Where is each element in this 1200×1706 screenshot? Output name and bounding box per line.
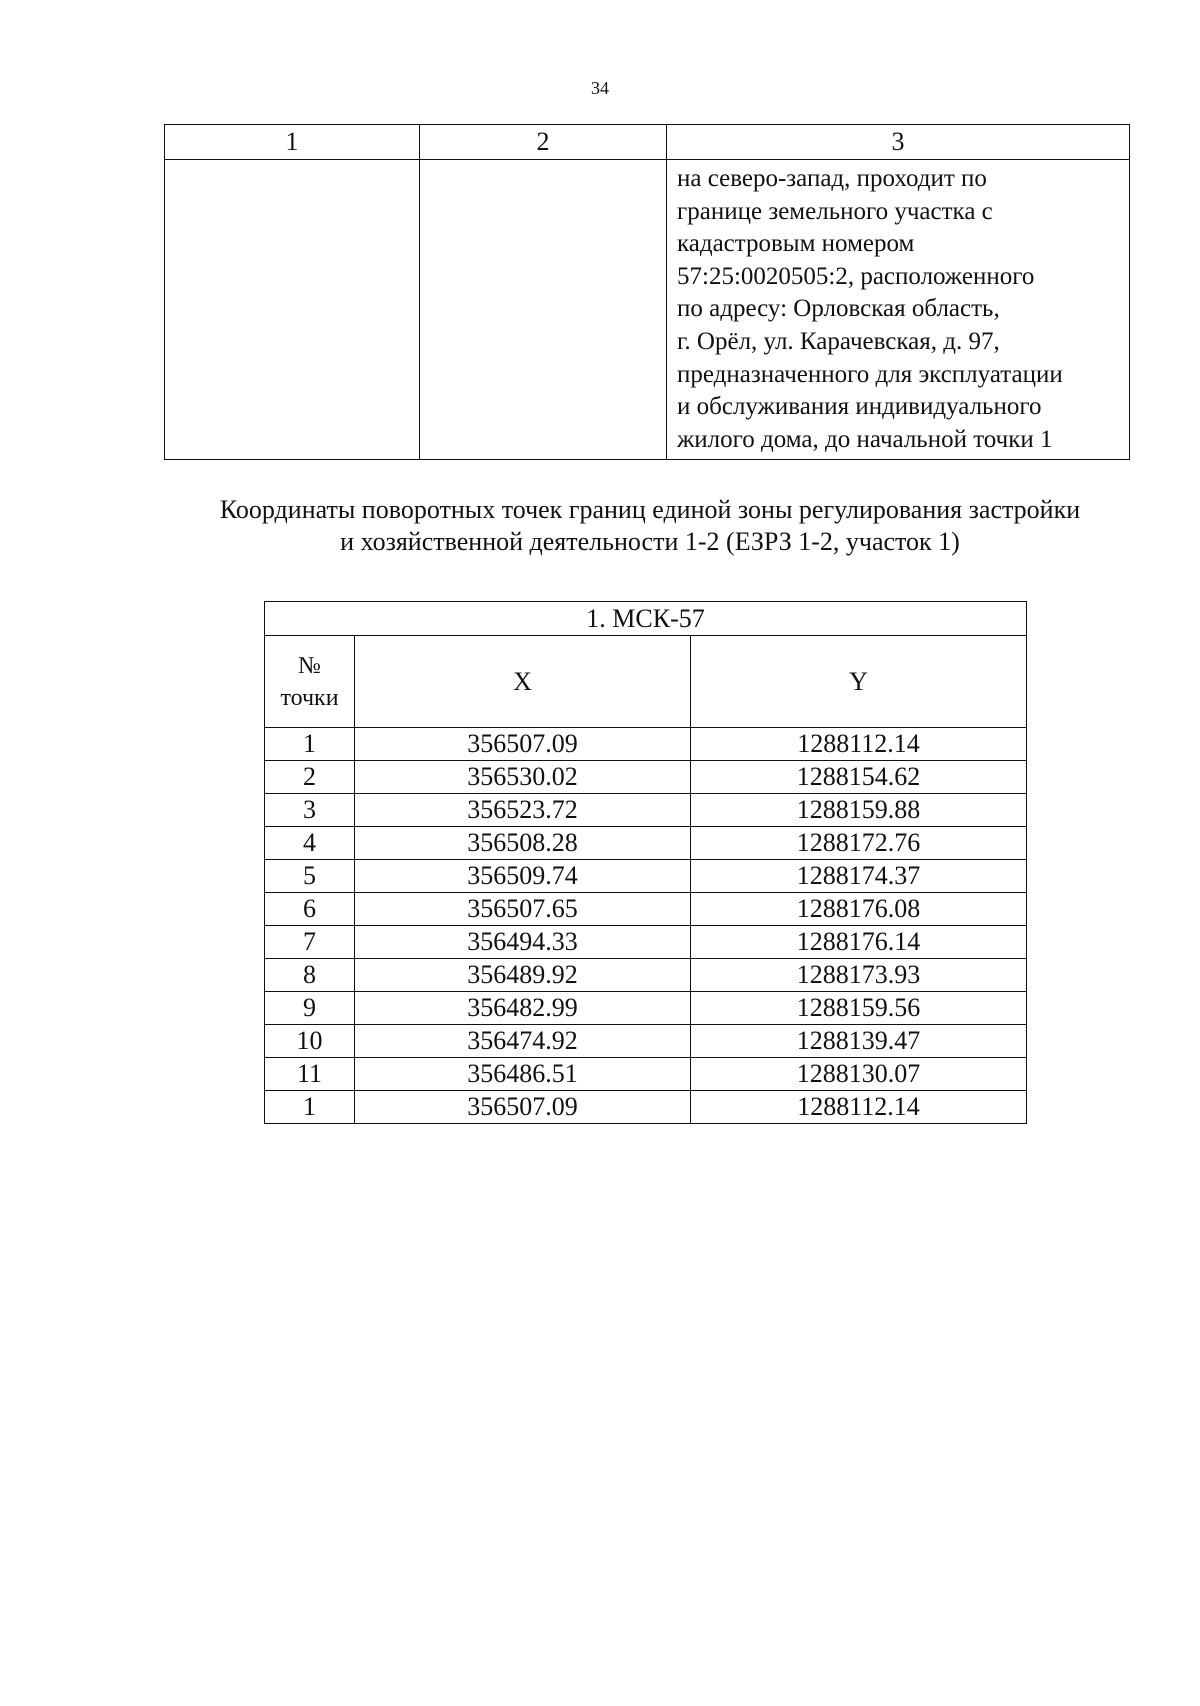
point-number-symbol: №	[298, 652, 321, 679]
y-value-cell: 1288112.14	[691, 1091, 1027, 1124]
point-number-cell: 8	[265, 959, 355, 992]
table-row	[265, 1091, 1027, 1124]
coordinates-table-body	[265, 728, 1027, 1124]
table-row	[265, 860, 1027, 893]
y-value-cell: 1288176.08	[691, 893, 1027, 926]
table-row	[265, 959, 1027, 992]
x-value-cell: 356486.51	[355, 1058, 691, 1091]
x-value-cell: 356509.74	[355, 860, 691, 893]
page-number: 34	[591, 78, 609, 98]
description-table-header-row	[165, 125, 1130, 160]
point-number-cell: 4	[265, 827, 355, 860]
table-row	[265, 992, 1027, 1025]
x-value-cell: 356507.09	[355, 728, 691, 761]
description-table	[164, 124, 1130, 460]
point-number-cell: 9	[265, 992, 355, 1025]
y-header: Y	[691, 636, 1027, 728]
empty-cell-2	[420, 160, 667, 460]
table-row	[265, 794, 1027, 827]
y-value-cell: 1288159.56	[691, 992, 1027, 1025]
x-value-cell: 356508.28	[355, 827, 691, 860]
coordinate-system-row	[265, 602, 1027, 636]
x-value-cell: 356489.92	[355, 959, 691, 992]
y-value-cell: 1288159.88	[691, 794, 1027, 827]
table-row	[265, 926, 1027, 959]
point-number-cell: 10	[265, 1025, 355, 1058]
table-row	[265, 1058, 1027, 1091]
y-value-cell: 1288172.76	[691, 827, 1027, 860]
boundary-description-cell: на северо-запад, проходит по границе земельного участка с кадастровым номером 57:25:0020505:2, расположенного по адресу: Орловская область, г. Орёл, ул. Карачевская, д. 97, предназначенного для эксплуатации и обслуживания индивидуального жилого дома, до начальной точки 1	[667, 160, 1130, 460]
column-header-3: 3	[667, 125, 1130, 160]
table-row	[265, 893, 1027, 926]
y-value-cell: 1288139.47	[691, 1025, 1027, 1058]
coordinates-title-line-2: и хозяйственной деятельности 1-2 (ЕЗРЗ 1-2, участок 1)	[340, 527, 960, 556]
table-row	[265, 827, 1027, 860]
x-value-cell: 356530.02	[355, 761, 691, 794]
x-value-cell: 356494.33	[355, 926, 691, 959]
x-value-cell: 356507.09	[355, 1091, 691, 1124]
table-row	[265, 728, 1027, 761]
y-value-cell: 1288112.14	[691, 728, 1027, 761]
coordinates-title-line-1: Координаты поворотных точек границ единой зоны регулирования застройки	[219, 495, 1081, 524]
x-value-cell: 356474.92	[355, 1025, 691, 1058]
point-number-cell: 6	[265, 893, 355, 926]
point-number-cell: 1	[265, 1091, 355, 1124]
coordinates-section-title	[120, 494, 1180, 558]
point-number-cell: 7	[265, 926, 355, 959]
x-value-cell: 356482.99	[355, 992, 691, 1025]
column-header-2: 2	[420, 125, 667, 160]
coordinates-header-row	[265, 636, 1027, 728]
point-number-header	[265, 636, 355, 728]
point-number-word: точки	[280, 684, 339, 711]
description-table-row	[165, 160, 1130, 460]
point-number-cell: 1	[265, 728, 355, 761]
x-value-cell: 356507.65	[355, 893, 691, 926]
point-number-cell: 3	[265, 794, 355, 827]
empty-cell-1	[165, 160, 420, 460]
column-header-1: 1	[165, 125, 420, 160]
table-row	[265, 761, 1027, 794]
y-value-cell: 1288174.37	[691, 860, 1027, 893]
coordinate-system-label: 1. МСК-57	[265, 602, 1027, 636]
point-number-cell: 11	[265, 1058, 355, 1091]
y-value-cell: 1288154.62	[691, 761, 1027, 794]
coordinates-table	[264, 601, 1027, 1124]
y-value-cell: 1288130.07	[691, 1058, 1027, 1091]
table-row	[265, 1025, 1027, 1058]
x-value-cell: 356523.72	[355, 794, 691, 827]
y-value-cell: 1288176.14	[691, 926, 1027, 959]
x-header: X	[355, 636, 691, 728]
y-value-cell: 1288173.93	[691, 959, 1027, 992]
point-number-cell: 2	[265, 761, 355, 794]
point-number-cell: 5	[265, 860, 355, 893]
